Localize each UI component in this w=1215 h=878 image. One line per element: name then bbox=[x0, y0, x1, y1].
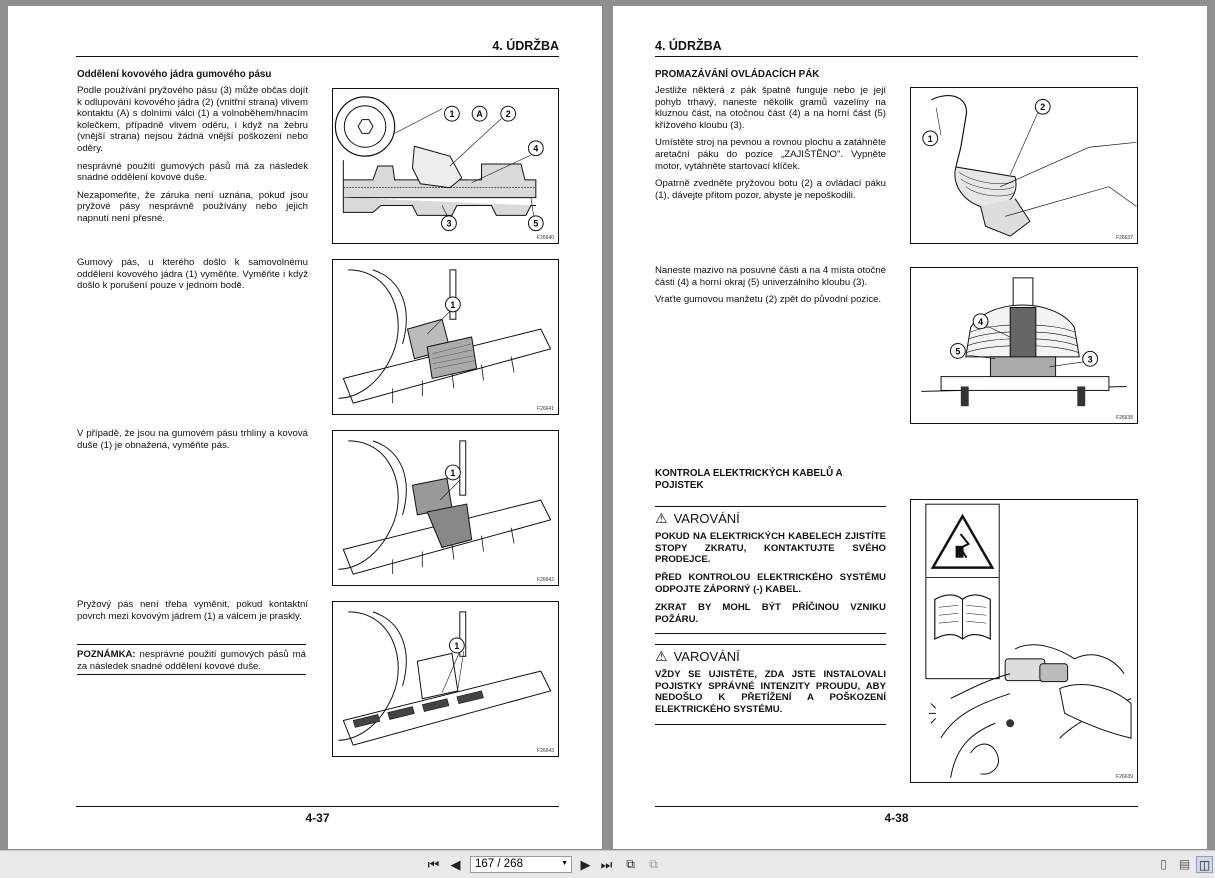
paragraph: Pryžový pás není třeba vyměnit, pokud kontaktní povrch mezi kovovým jádrem (1) a válcem je praskly. bbox=[77, 599, 308, 622]
paragraph: Naneste mazivo na posuvné části a na 4 místa otočné části (4) a horní okraj (5) univerzálního kloubu (3). bbox=[655, 265, 886, 288]
note-label: POZNÁMKA: bbox=[77, 649, 136, 660]
callout-label: A bbox=[476, 109, 483, 120]
control-lever-figure bbox=[910, 87, 1138, 244]
page-number-value: 167 / 268 bbox=[475, 858, 523, 870]
warning-line: VŽDY SE UJISTĚTE, ZDA JSTE INSTALOVALI POJISTKY SPRÁVNÉ INTENZITY PROUDU, ABY NEDOŠLO K PŘETÍŽENÍ A POŠKOZENÍ ELEKTRICKÉHO SYSTÉMU. bbox=[655, 668, 886, 716]
page-footer bbox=[76, 806, 559, 825]
callout-label: 3 bbox=[1087, 354, 1093, 365]
document-page-left bbox=[8, 6, 602, 849]
section-title: PROMAZÁVÁNÍ OVLÁDACÍCH PÁK bbox=[655, 69, 820, 80]
text-block-1 bbox=[77, 85, 308, 231]
track-cross-section-figure bbox=[332, 88, 559, 244]
universal-joint-figure bbox=[910, 267, 1138, 424]
page-header-title: 4. ÚDRŽBA bbox=[492, 39, 559, 53]
text-block-2 bbox=[655, 265, 886, 312]
warning-triangle-icon: ⚠ bbox=[655, 510, 668, 526]
page-number: 4-37 bbox=[305, 811, 330, 825]
chevron-down-icon[interactable]: ▼ bbox=[561, 860, 568, 867]
text-block-1 bbox=[655, 85, 886, 207]
paragraph: Jestliže některá z pák špatně funguje nebo je její pohyb trhavý, naneste několik gramů vazelíny na kluznou část, na otočnou část (4) a na horní část (5) křížového kloubu (3). bbox=[655, 85, 886, 131]
figure-code: F26642 bbox=[537, 577, 554, 583]
warning-box-2 bbox=[655, 644, 886, 725]
single-page-view-icon[interactable]: ▯ bbox=[1160, 857, 1167, 871]
section-title: Oddělení kovového jádra gumového pásu bbox=[77, 69, 272, 80]
electrical-cable-figure bbox=[910, 499, 1138, 783]
warning-title-text: VAROVÁNÍ bbox=[673, 511, 740, 526]
warning-box-1 bbox=[655, 506, 886, 634]
warning-title bbox=[655, 510, 886, 526]
figure-code: F26637 bbox=[1116, 235, 1133, 241]
paragraph: Nezapomeňte, že záruka není uznána, pokud jsou pryžové pásy nesprávně používány nebo jejich napnutí není přesné. bbox=[77, 189, 308, 224]
prev-page-icon[interactable]: ◀ bbox=[450, 857, 461, 872]
paragraph: Vraťte gumovou manžetu (2) zpět do původní pozice. bbox=[655, 294, 882, 306]
paragraph: nesprávné použití gumových pásů má za následek snadné oddělení kovové duše. bbox=[77, 160, 308, 184]
figure-code: F26639 bbox=[1116, 774, 1133, 780]
go-back-view-icon[interactable]: ⧉ bbox=[626, 857, 635, 871]
callout-label: 5 bbox=[955, 346, 961, 357]
first-page-icon[interactable]: ⏮ bbox=[427, 857, 440, 872]
callout-label: 1 bbox=[449, 109, 455, 120]
text-block-3 bbox=[77, 428, 308, 457]
figure-code: F26640 bbox=[537, 235, 554, 241]
callout-label: 4 bbox=[533, 143, 539, 154]
track-damage-figure-2 bbox=[332, 430, 559, 586]
figure-code: F26638 bbox=[1116, 415, 1133, 421]
paragraph: Opatrně zvedněte pryžovou botu (2) a ovládací páku (1), dávejte přitom pozor, abyste je nepoškodili. bbox=[655, 178, 886, 201]
track-damage-figure-1 bbox=[332, 259, 559, 415]
warning-triangle-icon: ⚠ bbox=[655, 648, 668, 664]
callout-label: 1 bbox=[454, 640, 460, 651]
callout-label: 1 bbox=[450, 467, 456, 478]
next-page-icon[interactable]: ▶ bbox=[580, 857, 591, 872]
warning-title-text: VAROVÁNÍ bbox=[673, 649, 740, 664]
warning-line: PŘED KONTROLOU ELEKTRICKÉHO SYSTÉMU ODPOJTE ZÁPORNÝ (-) KABEL. bbox=[655, 572, 886, 595]
paragraph: Umístěte stroj na pevnou a rovnou plochu a zatáhněte aretační páku do pozice „ZAJIŠTĚNO". Vypněte motor, vytáhněte startovací klíček. bbox=[655, 137, 886, 172]
note-text: nesprávné použití gumových pásů má za následek snadné oddělení kovové duše. bbox=[77, 649, 306, 672]
warning-title bbox=[655, 648, 886, 664]
callout-label: 4 bbox=[978, 316, 984, 327]
figure-code: F26643 bbox=[537, 748, 554, 754]
last-page-icon[interactable]: ⏭ bbox=[600, 857, 613, 872]
page-header-title: 4. ÚDRŽBA bbox=[655, 39, 722, 53]
figure-code: F26641 bbox=[537, 406, 554, 412]
continuous-view-icon[interactable]: ▤ bbox=[1178, 857, 1191, 871]
warning-line: POKUD NA ELEKTRICKÝCH KABELECH ZJISTÍTE STOPY ZKRATU, KONTAKTUJTE SVÉHO PRODEJCE. bbox=[655, 530, 886, 566]
callout-label: 1 bbox=[450, 299, 456, 310]
track-damage-figure-3 bbox=[332, 601, 559, 757]
callout-label: 2 bbox=[505, 109, 511, 120]
callout-label: 5 bbox=[533, 218, 539, 229]
page-number: 4-38 bbox=[884, 811, 909, 825]
document-page-right bbox=[613, 6, 1207, 849]
viewer-toolbar bbox=[0, 850, 1215, 878]
paragraph: V případě, že jsou na gumovém pásu trhliny a kovová duše (1) je obnažená, vyměňte pás. bbox=[77, 428, 308, 451]
warning-line: ZKRAT BY MOHL BÝT PŘÍČINOU VZNIKU POŽÁRU. bbox=[655, 601, 886, 625]
page-number-input[interactable] bbox=[470, 856, 572, 873]
callout-label: 3 bbox=[446, 218, 452, 229]
facing-pages-view-icon[interactable]: ◫ bbox=[1196, 856, 1213, 873]
page-header bbox=[76, 34, 559, 57]
text-block-2 bbox=[77, 257, 308, 298]
page-footer bbox=[655, 806, 1138, 825]
go-forward-view-icon[interactable]: ⧉ bbox=[649, 857, 658, 871]
callout-label: 1 bbox=[927, 133, 933, 144]
callout-label: 2 bbox=[1040, 102, 1046, 113]
page-header bbox=[655, 34, 1138, 57]
section-title: KONTROLA ELEKTRICKÝCH KABELŮ A POJISTEK bbox=[655, 468, 843, 491]
paragraph: Gumový pás, u kterého došlo k samovolnému oddělení kovového jádra (1) vyměňte. Vyměňte i když došlo k porušení pouze v jednom bodě. bbox=[77, 257, 308, 292]
text-block-4 bbox=[77, 599, 308, 628]
paragraph: Podle používání pryžového pásu (3) může občas dojít k odlupování kovového jádra (2) (vnitřní strana) vlivem kontaktu (A) s dolními válci (1) a volnoběhem/hnacím kolečkem, případně vlivem oděru, i když na žebru (vnější strana) nejsou žádná vnější poškození nebo oděry. bbox=[77, 85, 308, 154]
note-box bbox=[77, 644, 306, 675]
